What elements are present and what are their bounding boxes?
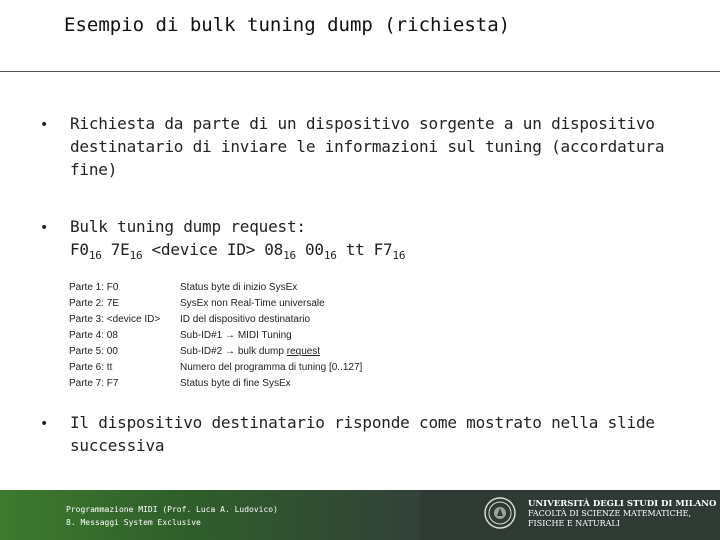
bullet-icon: • [40, 416, 49, 432]
part-label: Parte 2: 7E [69, 298, 120, 309]
part-label: Parte 1: F0 [69, 282, 119, 293]
seq-token: $7E_{16}$ [110, 240, 143, 262]
footer-course-title: Programmazione MIDI (Prof. Luca A. Ludovico) [66, 505, 278, 514]
seq-token: $F0_{16}$ [70, 240, 102, 262]
footer-lecture-title: 8. Messaggi System Exclusive [66, 518, 201, 527]
seq-token: <device ID> [151, 240, 256, 259]
university-seal-icon [484, 497, 516, 529]
bullet-text-3: Il dispositivo destinatario risponde come mostrato nella slide successiva [70, 413, 655, 455]
university-line-2: FACOLTÀ DI SCIENZE MATEMATICHE, [528, 509, 692, 518]
arrow-right-icon: → [225, 330, 236, 341]
seq-token: tt [345, 240, 365, 259]
bullet-2 [70, 215, 670, 267]
table-row [69, 280, 362, 296]
university-line-1: UNIVERSITÀ DEGLI STUDI DI MILANO [528, 499, 717, 509]
part-desc: Status byte di fine SysEx [180, 378, 291, 389]
part-label: Parte 3: <device ID> [69, 314, 161, 325]
table-row [69, 312, 362, 328]
seq-token: $00_{16}$ [304, 240, 337, 262]
part-label: Parte 5: 00 [69, 346, 118, 357]
part-label: Parte 6: tt [69, 362, 113, 373]
table-row [69, 360, 362, 376]
sysex-sequence [70, 238, 670, 267]
bullet-icon: • [40, 220, 49, 236]
bullet-text-2: Bulk tuning dump request: [70, 217, 306, 236]
seq-token: $F7_{16}$ [373, 240, 406, 262]
parts-table [69, 280, 362, 392]
part-desc: Sub-ID#1 → MIDI Tuning [180, 330, 292, 341]
part-desc: Numero del programma di tuning [0..127] [180, 362, 363, 373]
slide-title: Esempio di bulk tuning dump (richiesta) [64, 14, 511, 36]
university-line-3: FISICHE E NATURALI [528, 519, 620, 528]
title-divider [0, 71, 720, 72]
arrow-right-icon: → [225, 346, 236, 357]
table-row [69, 296, 362, 312]
table-row [69, 344, 362, 360]
table-row [69, 376, 362, 392]
bullet-text-1: Richiesta da parte di un dispositivo sorgente a un dispositivo destinatario di inviare le informazioni sul tuning (accordatura fine) [70, 114, 665, 179]
part-label: Parte 7: F7 [69, 378, 119, 389]
table-row [69, 328, 362, 344]
part-label: Parte 4: 08 [69, 330, 118, 341]
footer-course-info [66, 503, 278, 529]
part-desc: SysEx non Real-Time universale [180, 298, 325, 309]
seq-token: $08_{16}$ [264, 240, 296, 262]
part-desc: ID del dispositivo destinatario [180, 314, 311, 325]
university-name [528, 499, 716, 529]
part-desc: Sub-ID#2 → bulk dump request [180, 346, 321, 357]
bullet-icon: • [40, 117, 49, 133]
part-desc: Status byte di inizio SysEx [180, 282, 298, 293]
